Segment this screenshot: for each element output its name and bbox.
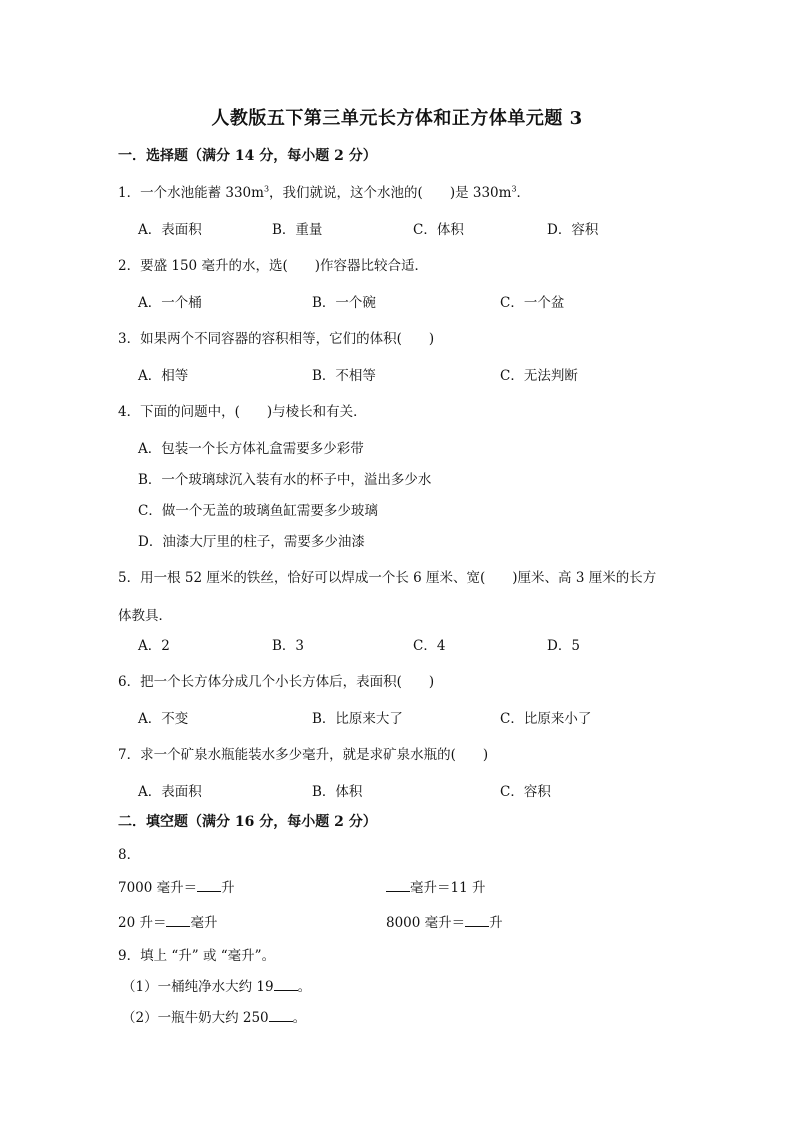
option-c[interactable]: C．4 — [413, 638, 446, 654]
conversion-2 — [386, 876, 485, 896]
option-a[interactable]: A．相等 — [138, 368, 189, 384]
answer-blank[interactable] — [197, 879, 221, 892]
option-b[interactable]: B．重量 — [272, 222, 323, 238]
question-3: 3．如果两个不同容器的容积相等，它们的体积( ) — [118, 331, 435, 347]
question-4: 4．下面的问题中，( )与棱长和有关． — [118, 404, 367, 420]
option-d[interactable]: D．油漆大厅里的柱子，需要多少油漆 — [138, 534, 365, 550]
option-b[interactable]: B．一个碗 — [312, 295, 376, 311]
option-b[interactable]: B．不相等 — [312, 368, 376, 384]
answer-blank[interactable] — [386, 879, 410, 892]
question-1 — [118, 181, 530, 201]
option-b[interactable]: B．一个玻璃球沉入装有水的杯子中，溢出多少水 — [138, 472, 432, 488]
option-d[interactable]: D．5 — [547, 638, 580, 654]
question-2: 2．要盛 150 毫升的水，选( )作容器比较合适． — [118, 258, 428, 274]
section-heading-choice: 一．选择题（满分 14 分，每小题 2 分） — [118, 148, 377, 164]
conversion-4-unit: 升 — [489, 915, 503, 931]
option-a[interactable]: A．表面积 — [138, 222, 202, 238]
question-9: 9．填上 “升” 或 “毫升”。 — [118, 948, 276, 964]
question-9-sub-1 — [122, 975, 311, 995]
superscript: 3 — [263, 184, 270, 194]
option-a[interactable]: A．2 — [138, 638, 170, 654]
option-c[interactable]: C．容积 — [500, 784, 551, 800]
question-6: 6．把一个长方体分成几个小长方体后，表面积( ) — [118, 674, 435, 690]
option-c[interactable]: C．做一个无盖的玻璃鱼缸需要多少玻璃 — [138, 503, 378, 519]
sub-2-end: 。 — [292, 1010, 307, 1026]
question-1-pre: 1．一个水池能蓄 330m — [118, 185, 264, 201]
conversion-4-left: 8000 毫升＝ — [386, 915, 466, 931]
conversion-1 — [118, 876, 235, 896]
option-a[interactable]: A．包装一个长方体礼盒需要多少彩带 — [138, 441, 364, 457]
superscript: 3 — [511, 184, 517, 194]
option-c[interactable]: C．无法判断 — [500, 368, 578, 384]
question-5-line-1: 5．用一根 52 厘米的铁丝，恰好可以焊成一个长 6 厘米、宽( )厘米、高 3 厘米的长方 — [118, 570, 657, 586]
conversion-4 — [386, 911, 503, 931]
option-b[interactable]: B．比原来大了 — [312, 711, 403, 727]
question-8-number: 8． — [118, 847, 141, 863]
conversion-3-left: 20 升＝ — [118, 915, 167, 931]
answer-blank[interactable] — [269, 1009, 293, 1022]
answer-blank[interactable] — [274, 978, 298, 991]
option-b[interactable]: B．体积 — [312, 784, 363, 800]
answer-blank[interactable] — [465, 914, 489, 927]
conversion-1-left: 7000 毫升＝ — [118, 880, 198, 896]
question-5-line-2: 体教具． — [118, 608, 172, 624]
option-c[interactable]: C．比原来小了 — [500, 711, 592, 727]
answer-blank[interactable] — [166, 914, 190, 927]
conversion-3 — [118, 911, 217, 931]
section-heading-fill: 二．填空题（满分 16 分，每小题 2 分） — [118, 814, 377, 830]
option-a[interactable]: A．一个桶 — [138, 295, 202, 311]
document-title: 人教版五下第三单元长方体和正方体单元题 3 — [211, 108, 583, 129]
question-7: 7．求一个矿泉水瓶能装水多少毫升，就是求矿泉水瓶的( ) — [118, 747, 489, 763]
sub-1-text: （1）一桶纯净水大约 19 — [122, 979, 274, 995]
question-1-post: ． — [516, 185, 531, 201]
question-1-mid: ，我们就说，这个水池的( )是 330m — [269, 185, 512, 201]
conversion-3-unit: 毫升 — [190, 915, 218, 931]
option-a[interactable]: A．表面积 — [138, 784, 202, 800]
question-9-sub-2 — [122, 1006, 306, 1026]
option-d[interactable]: D．容积 — [547, 222, 599, 238]
sub-2-text: （2）一瓶牛奶大约 250 — [122, 1010, 269, 1026]
conversion-1-unit: 升 — [221, 880, 235, 896]
option-c[interactable]: C．体积 — [413, 222, 464, 238]
option-a[interactable]: A．不变 — [138, 711, 189, 727]
sub-1-end: 。 — [297, 979, 312, 995]
option-b[interactable]: B．3 — [272, 638, 305, 654]
conversion-2-right: 毫升＝11 升 — [410, 880, 486, 896]
option-c[interactable]: C．一个盆 — [500, 295, 565, 311]
